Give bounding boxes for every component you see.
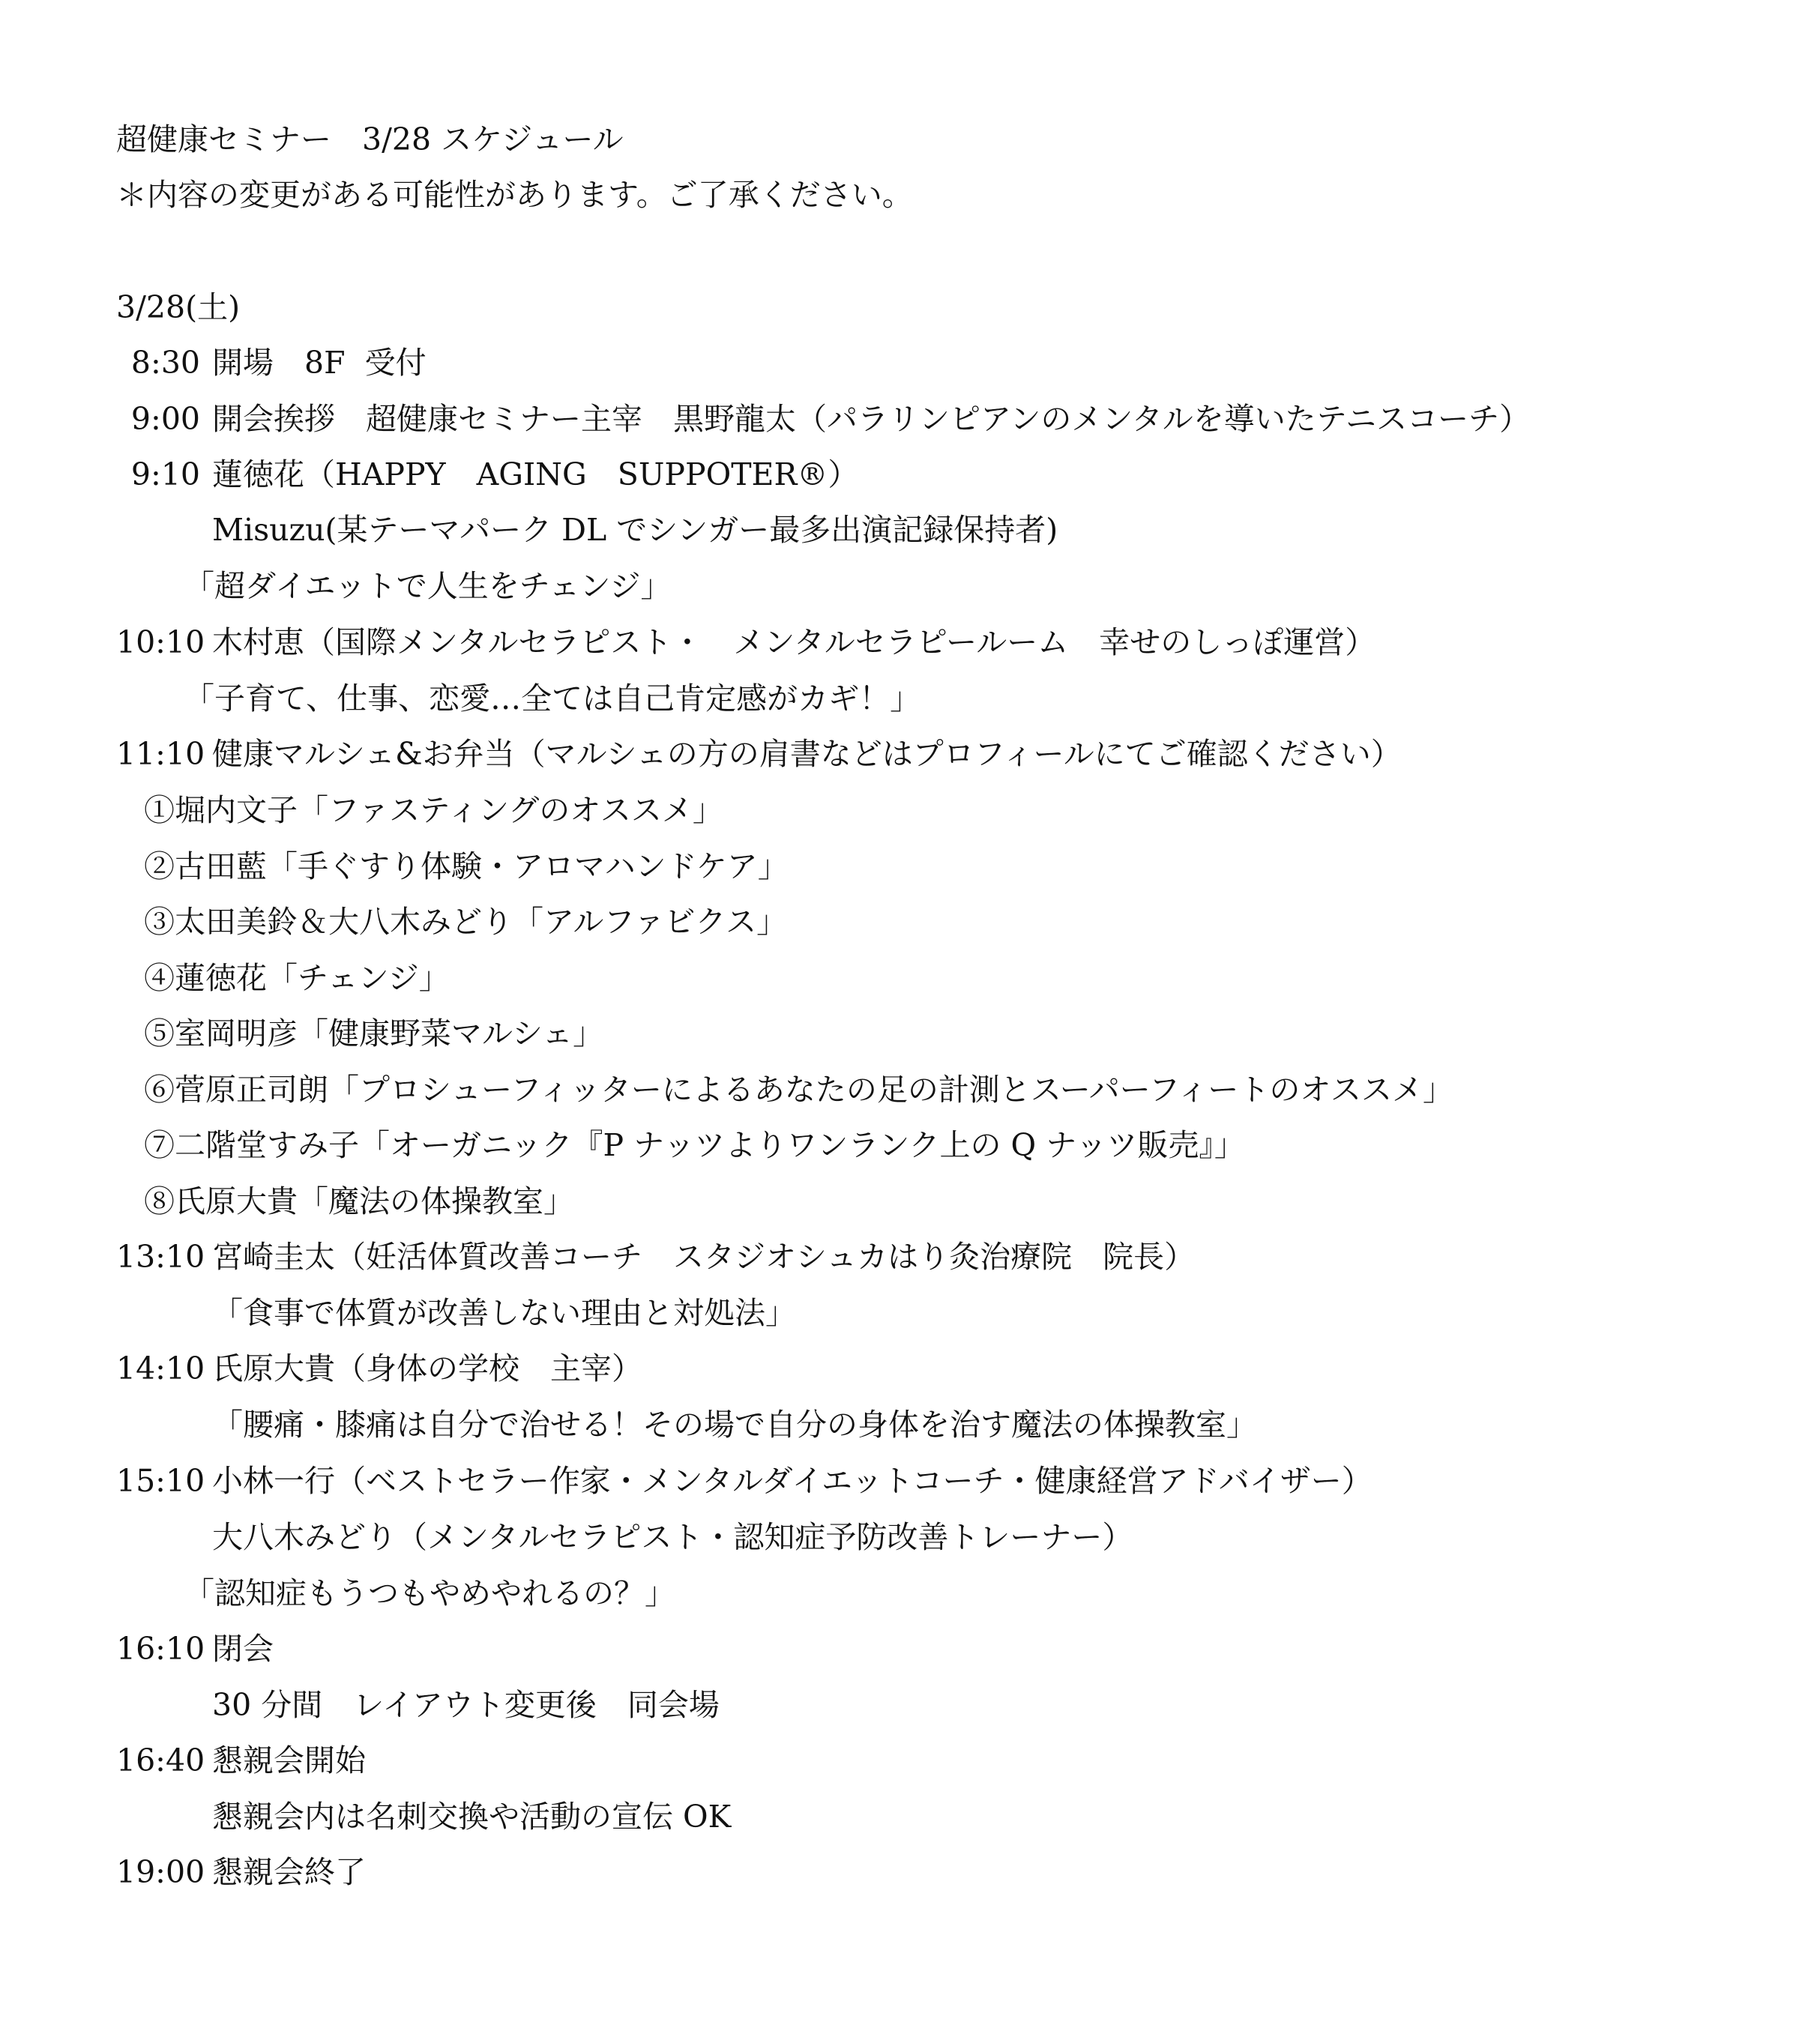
schedule-text: 大八木みどり（メンタルセラピスト・認知症予防改善トレーナー）	[212, 1519, 1133, 1555]
schedule-date: 3/28(土)	[116, 289, 241, 325]
schedule-time: 14:10	[116, 1350, 205, 1386]
schedule-time: 19:00	[116, 1854, 205, 1890]
schedule-text: ⑦二階堂すみ子「オーガニック『P ナッツよりワンランク上の Q ナッツ販売』」	[144, 1127, 1245, 1163]
schedule-text: 懇親会終了	[212, 1854, 366, 1890]
schedule-time: 11:10	[116, 736, 205, 772]
schedule-time: 9:10	[130, 456, 200, 492]
schedule-text: ⑧氏原大貴「魔法の体操教室」	[144, 1183, 574, 1219]
schedule-text: 健康マルシェ&お弁当（マルシェの方の肩書などはプロフィールにてご確認ください）	[212, 736, 1402, 772]
schedule-text: ①堀内文子「ファスティングのオススメ」	[144, 792, 723, 828]
schedule-text: 懇親会開始	[212, 1742, 366, 1778]
schedule-text: 「子育て、仕事、恋愛…全ては自己肯定感がカギ！」	[184, 680, 921, 716]
schedule-text: ④蓮徳花「チェンジ」	[144, 960, 450, 996]
schedule-text: 開場 8F 受付	[212, 345, 427, 381]
schedule-time: 13:10	[116, 1239, 205, 1275]
schedule-text: 30 分間 レイアウト変更後 同会場	[212, 1687, 720, 1723]
schedule-text: 閉会	[212, 1631, 274, 1667]
schedule-text: 蓮徳花（HAPPY AGING SUPPOTER®）	[212, 456, 859, 492]
schedule-text: 氏原大貴（身体の学校 主宰）	[212, 1350, 642, 1386]
change-notice: ＊内容の変更がある可能性があります。ご了承ください。	[116, 177, 913, 213]
document-title: 超健康セミナー 3/28 スケジュール	[116, 121, 624, 157]
schedule-text: 木村恵（国際メンタルセラピスト・ メンタルセラピールーム 幸せのしっぽ運営）	[212, 624, 1376, 660]
schedule-text: 宮崎圭太（妊活体質改善コーチ スタジオシュカはり灸治療院 院長）	[212, 1239, 1196, 1275]
schedule-text: ②古田藍「手ぐすり体験・アロマハンドケア」	[144, 848, 789, 884]
schedule-time: 16:40	[116, 1742, 205, 1778]
schedule-text: 小林一行（ベストセラー作家・メンタルダイエットコーチ・健康経営アドバイザー）	[212, 1463, 1372, 1499]
schedule-time: 8:30	[130, 345, 200, 381]
schedule-text: Misuzu(某テーマパーク DL でシンガー最多出演記録保持者)	[212, 512, 1058, 548]
schedule-text: 「認知症もうつもやめやれるの？」	[184, 1575, 675, 1611]
schedule-text: 開会挨拶 超健康セミナー主宰 黒野龍太（パラリンピアンのメンタルを導いたテニスコーチ）	[212, 401, 1531, 437]
schedule-text: 「超ダイエットで人生をチェンジ」	[184, 568, 672, 604]
schedule-time: 10:10	[116, 624, 205, 660]
schedule-text: 「腰痛・膝痛は自分で治せる！その場で自分の身体を治す魔法の体操教室」	[212, 1407, 1257, 1443]
schedule-time: 15:10	[116, 1463, 205, 1499]
schedule-text: 「食事で体質が改善しない理由と対処法」	[212, 1295, 796, 1331]
schedule-text: ③太田美鈴＆大八木みどり「アルファビクス」	[144, 904, 788, 940]
schedule-time: 16:10	[116, 1631, 205, 1667]
schedule-time: 9:00	[130, 401, 200, 437]
schedule-text: ⑥菅原正司朗「プロシューフィッターによるあなたの足の計測とスーパーフィートのオススメ」	[144, 1072, 1454, 1108]
schedule-text: 懇親会内は名刺交換や活動の宣伝 OK	[212, 1799, 732, 1835]
schedule-text: ⑤室岡明彦「健康野菜マルシェ」	[144, 1015, 604, 1051]
